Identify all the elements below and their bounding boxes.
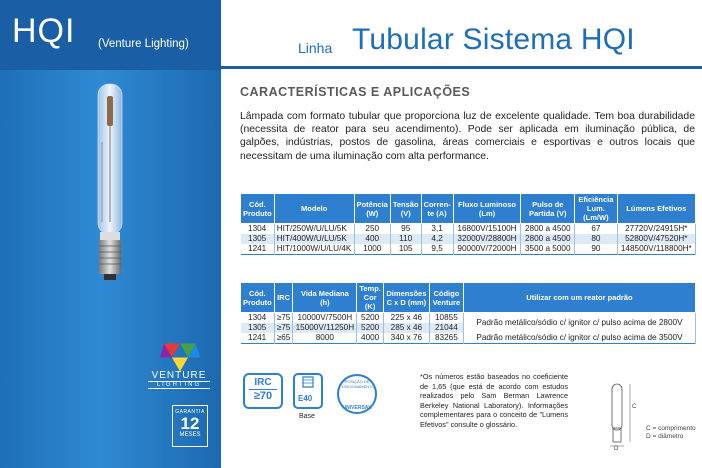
table-header: Cód. Produto — [241, 194, 275, 224]
table-cell: 90000V/72000H — [453, 244, 521, 255]
table-cell: 1241 — [241, 333, 275, 344]
brand-title: HQI — [12, 12, 76, 50]
table-cell: 105 — [390, 244, 421, 255]
table-cell: 5200 — [357, 313, 384, 324]
table-cell: 15000V/11250H — [293, 323, 357, 333]
lifetime-table — [240, 282, 696, 344]
irc-value: ≥70 — [249, 389, 277, 402]
table-header: Código Venture — [429, 283, 463, 313]
table-cell: 1000 — [354, 244, 390, 255]
table-header: Pulso de Partida (V) — [521, 194, 575, 224]
table-cell: 90 — [575, 244, 617, 255]
table-cell: 400 — [354, 234, 390, 244]
table-cell: 16800V/15100H — [453, 224, 521, 235]
table-cell: 10855 — [429, 313, 463, 324]
table-cell: 83265 — [429, 333, 463, 344]
lamp-image — [88, 82, 132, 282]
table-cell: 2800 a 4500 — [521, 234, 575, 244]
base-code: E40 — [298, 394, 313, 403]
table-cell: 4000 — [357, 333, 384, 344]
table-cell: 285 x 46 — [383, 323, 429, 333]
table-header: Fluxo Luminoso (Lm) — [453, 194, 521, 224]
table-header: Cód. Produto — [241, 283, 275, 313]
table-row — [241, 244, 696, 255]
table-cell: HIT/1000W/U/LU/4K — [274, 244, 354, 255]
table-header: IRC — [274, 283, 293, 313]
irc-label: IRC — [254, 377, 272, 388]
table-cell: HIT/400W/U/LU/5K — [274, 234, 354, 244]
table-cell: 5200 — [357, 323, 384, 333]
table-header: Dimensões C x D (mm) — [383, 283, 429, 313]
table-header: Modelo — [274, 194, 354, 224]
table-cell: 67 — [575, 224, 617, 235]
table-cell: 1304 — [241, 224, 275, 235]
table-cell: 95 — [390, 224, 421, 235]
table-cell: ≥65 — [274, 333, 293, 344]
dim-c-letter: C — [632, 404, 637, 410]
table-cell: HIT/250W/U/LU/5K — [274, 224, 354, 235]
universal-position-icon — [337, 374, 377, 414]
dim-d-letter: D — [614, 446, 619, 450]
table-cell: 32000V/28800H — [453, 234, 521, 244]
table-cell: 340 x 76 — [383, 333, 429, 344]
guarantee-top: GARANTIA — [175, 409, 205, 415]
dimension-drawing — [596, 380, 646, 450]
table-cell: 9,5 — [421, 244, 453, 255]
table-cell: 1305 — [241, 323, 275, 333]
lighting-wordmark: LIGHTING — [148, 381, 210, 389]
table-cell: 1305 — [241, 234, 275, 244]
table-row — [241, 333, 696, 344]
table-header: Tensão (V) — [390, 194, 421, 224]
universal-top-label: POSIÇÃO DE FUNCIONAMENTO — [339, 379, 375, 389]
guarantee-badge — [172, 405, 208, 447]
header-divider — [221, 66, 702, 69]
table-row — [241, 224, 696, 235]
table-header: Potência (W) — [354, 194, 390, 224]
table-cell: 1304 — [241, 313, 275, 324]
specs-table — [240, 193, 696, 255]
table-cell: ≥75 — [274, 323, 293, 333]
table-cell: 52800V/47520H* — [617, 234, 695, 244]
guarantee-unit: MESES — [179, 432, 201, 438]
linha-label: Linha — [298, 40, 333, 56]
table-header: Vida Mediana (h) — [293, 283, 357, 313]
table-header: Corren- te (A) — [421, 194, 453, 224]
table-cell: 10000V/7500H — [293, 313, 357, 324]
section-title: CARACTERÍSTICAS E APLICAÇÕES — [240, 85, 471, 99]
table-cell: 3500 a 5000 — [521, 244, 575, 255]
left-panel — [0, 0, 221, 468]
description-text: Lâmpada com formato tubular que proporciona luz de excelente qualidade. Tem boa durabilidade (necessita de reator para seu acendimento). Pode ser aplicada em iluminação pública, de galpões, indústrias, postos de gasolina, áreas comerciais e esportivas e outros locais que necessitam de uma iluminação com alta performance. — [240, 111, 695, 162]
table-cell: 1241 — [241, 244, 275, 255]
table-header: Lúmens Efetivos — [617, 194, 695, 224]
table-cell: 2800 a 4500 — [521, 224, 575, 235]
dim-d-label: D = diâmetro — [646, 433, 684, 440]
table-cell: 110 — [390, 234, 421, 244]
table-cell: 27720V/24915H* — [617, 224, 695, 235]
table-row — [241, 234, 696, 244]
e40-base-icon — [293, 373, 323, 409]
table-cell: 225 x 46 — [383, 313, 429, 324]
base-label: Base — [299, 413, 315, 420]
page-title: Tubular Sistema HQI — [352, 23, 635, 56]
table-cell: 4,2 — [421, 234, 453, 244]
table-row — [241, 313, 696, 324]
footnote: *Os números estão baseados no coeficiente de 1,65 (que está de acordo com estudos realizados pelo Sam Berman Lawrence Berkeley National Laboratory). Informações complementares para o conceito de "Lumens Efetivos" consulte o glossário. — [420, 372, 568, 429]
universal-label: UNIVERSAL — [342, 405, 372, 411]
table-cell: 80 — [575, 234, 617, 244]
dim-c-label: C = comprimento — [646, 425, 696, 432]
table-cell: 3,1 — [421, 224, 453, 235]
table-cell: Padrão metálico/sódio c/ ignitor c/ pulso acima de 2800V — [463, 313, 695, 334]
table-header: Eficiência Lum. (Lm/W) — [575, 194, 617, 224]
guarantee-number: 12 — [180, 414, 200, 433]
irc-badge — [243, 373, 283, 409]
brand-subtitle: (Venture Lighting) — [98, 38, 189, 50]
venture-wordmark: VENTURE — [151, 370, 207, 381]
table-cell: 148500V/118800H* — [617, 244, 695, 255]
table-cell: 21044 — [429, 323, 463, 333]
table-cell: ≥75 — [274, 313, 293, 324]
table-cell: Padrão metálico/sódio c/ ignitor c/ pulso acima de 3500V — [463, 333, 695, 344]
table-header: Utilizar com um reator padrão — [463, 283, 695, 313]
table-cell: 250 — [354, 224, 390, 235]
table-header: Temp. Cor (K) — [357, 283, 384, 313]
table-cell: 8000 — [293, 333, 357, 344]
